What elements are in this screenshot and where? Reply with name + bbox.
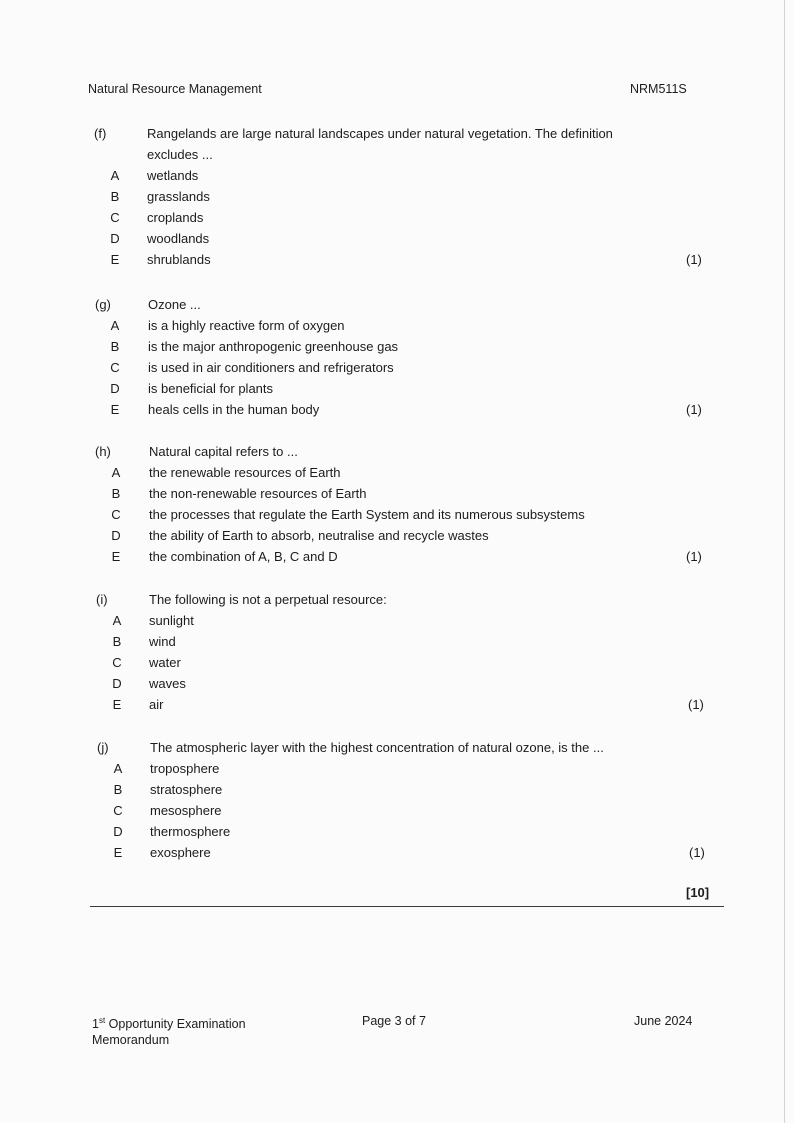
option-row — [0, 824, 794, 845]
total-marks: [10] — [686, 885, 710, 900]
option-letter: B — [113, 782, 123, 797]
option-text: air — [149, 697, 164, 712]
mark-allocation: (1) — [689, 845, 705, 860]
footer-memorandum: Memorandum — [92, 1033, 170, 1047]
footer-date: June 2024 — [634, 1014, 693, 1028]
mark-allocation: (1) — [686, 402, 702, 417]
option-letter: E — [113, 845, 123, 860]
option-row — [0, 845, 794, 866]
option-row — [0, 803, 794, 824]
option-row — [0, 676, 794, 697]
option-text: is beneficial for plants — [148, 381, 274, 396]
option-text: grasslands — [147, 189, 210, 204]
question-number: (g) — [95, 297, 111, 312]
option-row — [0, 189, 794, 210]
mark-allocation: (1) — [688, 697, 704, 712]
option-row — [0, 549, 794, 570]
option-row — [0, 465, 794, 486]
option-row — [0, 486, 794, 507]
option-text: sunlight — [149, 613, 194, 628]
mark-allocation: (1) — [686, 549, 702, 564]
option-row — [0, 252, 794, 273]
footer-exam — [92, 1013, 246, 1048]
option-row — [0, 381, 794, 402]
option-letter: D — [110, 231, 120, 246]
option-text: the combination of A, B, C and D — [149, 549, 338, 564]
header-code: NRM511S — [630, 82, 687, 96]
option-row — [0, 613, 794, 634]
divider-line — [90, 906, 724, 907]
option-row — [0, 507, 794, 528]
option-letter: C — [110, 360, 120, 375]
option-text: heals cells in the human body — [148, 402, 320, 417]
option-row — [0, 402, 794, 423]
option-text: troposphere — [150, 761, 220, 776]
question-number: (f) — [94, 126, 107, 141]
option-letter: E — [110, 402, 120, 417]
question-stem: Natural capital refers to ... — [149, 444, 298, 459]
option-row — [0, 360, 794, 381]
question-stem: Rangelands are large natural landscapes under natural vegetation. The definition — [147, 126, 613, 141]
option-text: the renewable resources of Earth — [149, 465, 341, 480]
question-stem: Ozone ... — [148, 297, 201, 312]
question-number: (j) — [97, 740, 109, 755]
option-row — [0, 528, 794, 549]
option-text: is the major anthropogenic greenhouse gas — [148, 339, 399, 354]
option-text: wind — [149, 634, 176, 649]
option-row — [0, 782, 794, 803]
option-text: wetlands — [147, 168, 199, 183]
question-stem: The atmospheric layer with the highest concentration of natural ozone, is the ... — [150, 740, 604, 755]
option-letter: A — [110, 318, 120, 333]
option-letter: D — [111, 528, 121, 543]
option-letter: C — [110, 210, 120, 225]
option-text: exosphere — [150, 845, 211, 860]
option-text: the processes that regulate the Earth System and its numerous subsystems — [149, 507, 585, 522]
option-row — [0, 168, 794, 189]
footer-page-number: Page 3 of 7 — [362, 1014, 426, 1028]
option-row — [0, 318, 794, 339]
option-letter: D — [112, 676, 122, 691]
mark-allocation: (1) — [686, 252, 702, 267]
option-letter: C — [112, 655, 122, 670]
option-text: the ability of Earth to absorb, neutralise and recycle wastes — [149, 528, 489, 543]
option-row — [0, 339, 794, 360]
question-g — [0, 297, 794, 423]
option-row — [0, 634, 794, 655]
option-letter: C — [113, 803, 123, 818]
option-letter: A — [112, 613, 122, 628]
option-letter: A — [113, 761, 123, 776]
footer-exam-title: Opportunity Examination — [105, 1017, 246, 1031]
option-text: the non-renewable resources of Earth — [149, 486, 367, 501]
option-text: croplands — [147, 210, 204, 225]
option-row — [0, 655, 794, 676]
option-letter: B — [110, 339, 120, 354]
option-row — [0, 697, 794, 718]
option-row — [0, 231, 794, 252]
option-letter: E — [110, 252, 120, 267]
header-course: Natural Resource Management — [88, 82, 262, 96]
option-text: is used in air conditioners and refrigerators — [148, 360, 394, 375]
option-letter: C — [111, 507, 121, 522]
option-letter: B — [112, 634, 122, 649]
question-stem: The following is not a perpetual resource: — [149, 592, 387, 607]
question-number: (i) — [96, 592, 108, 607]
option-letter: B — [110, 189, 120, 204]
option-text: thermosphere — [150, 824, 231, 839]
option-letter: A — [110, 168, 120, 183]
option-letter: A — [111, 465, 121, 480]
question-i — [0, 592, 794, 718]
option-text: is a highly reactive form of oxygen — [148, 318, 345, 333]
question-stem: excludes ... — [147, 147, 213, 162]
option-letter: D — [110, 381, 120, 396]
option-row — [0, 761, 794, 782]
question-number: (h) — [95, 444, 111, 459]
option-text: woodlands — [147, 231, 210, 246]
option-text: water — [149, 655, 181, 670]
question-f — [0, 126, 794, 273]
footer-ordinal-number: 1 — [92, 1017, 99, 1031]
option-letter: B — [111, 486, 121, 501]
option-letter: E — [111, 549, 121, 564]
question-h — [0, 444, 794, 570]
option-letter: D — [113, 824, 123, 839]
option-text: stratosphere — [150, 782, 223, 797]
option-text: waves — [149, 676, 186, 691]
option-text: shrublands — [147, 252, 211, 267]
question-j — [0, 740, 794, 866]
footer-ordinal-suffix: st — [98, 1016, 106, 1025]
option-text: mesosphere — [150, 803, 222, 818]
option-letter: E — [112, 697, 122, 712]
option-row — [0, 210, 794, 231]
